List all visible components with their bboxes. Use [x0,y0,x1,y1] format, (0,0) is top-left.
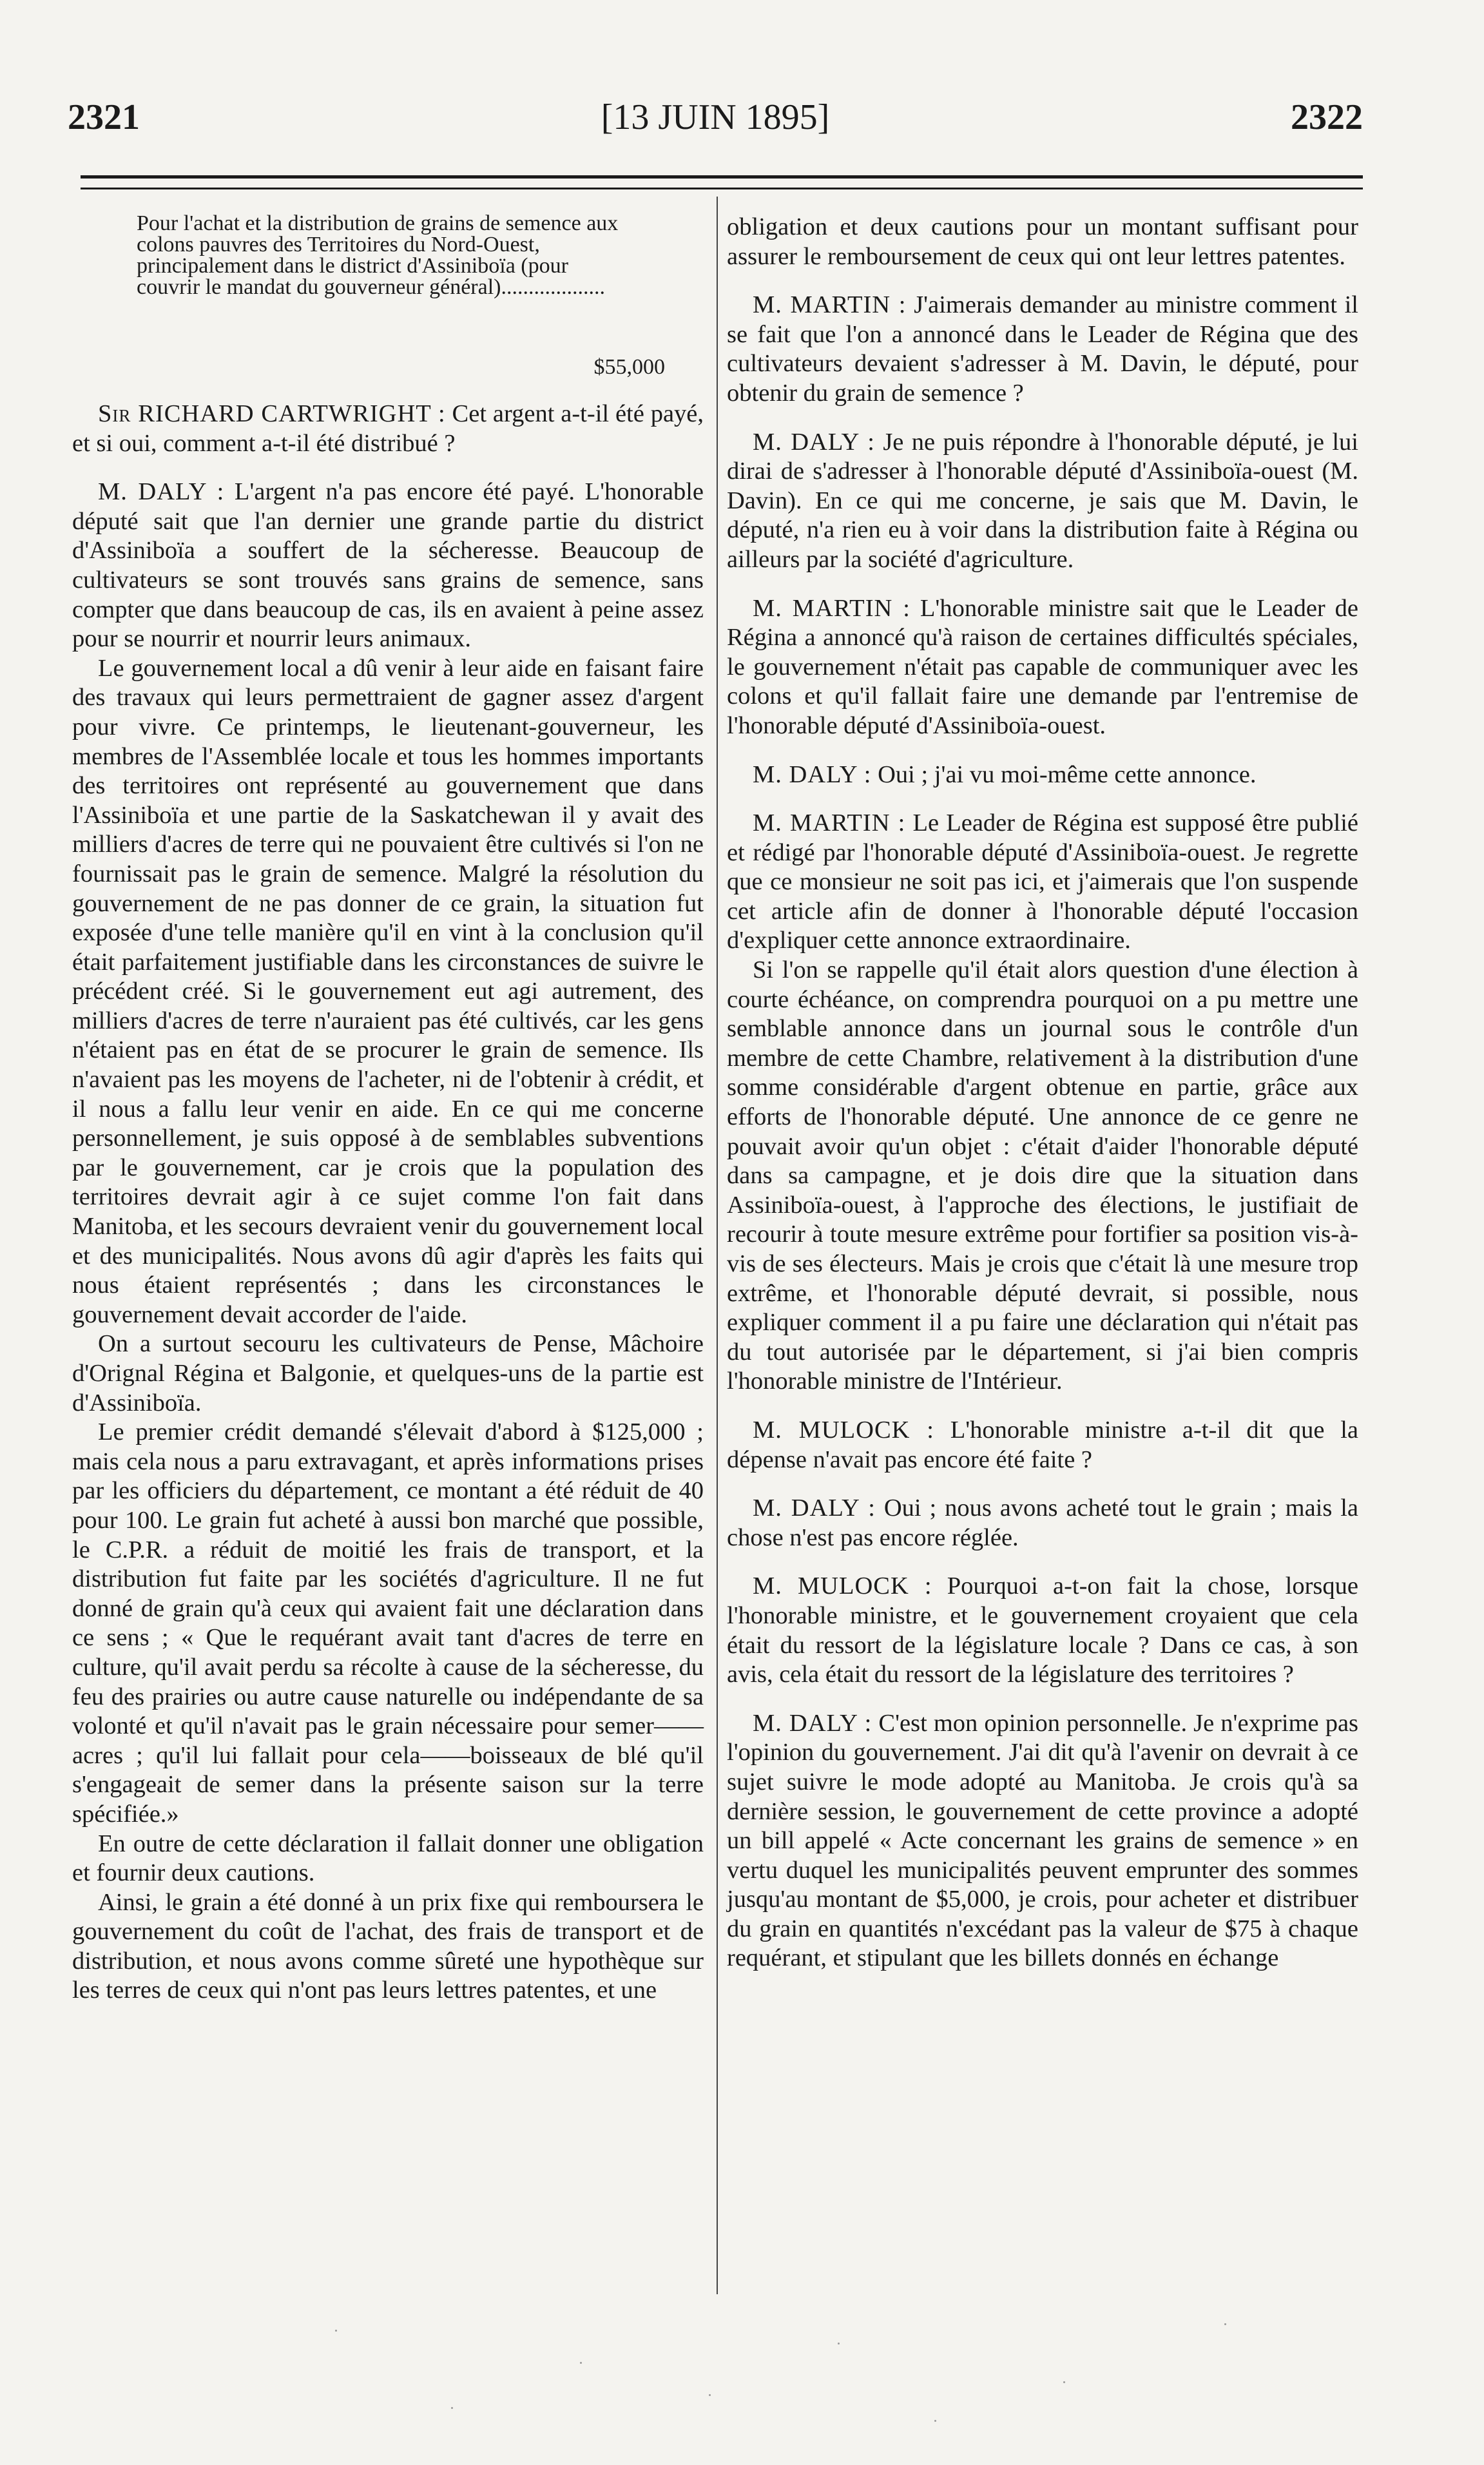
paragraph: M. DALY : C'est mon opinion personnelle. Je n'exprime pas l'opinion du gouvernement. J'ai dit qu'à l'avenir on devrait à ce sujet suivre le mode adopté au Manitoba. Je crois qu'à sa dernière session, le gouvernement de cette province a adopté un bill appelé « Acte concernant les grains de semence » en vertu duquel les municipalités peuvent emprunter des sommes jusqu'au montant de $5,000, je crois, pour acheter et distribuer du grain en quantités n'excédant pas la valeur de $75 à chaque requérant, et stipulant que les billets donnés en échange [727,1709,1359,1972]
paragraph: On a surtout secouru les cultivateurs de Pense, Mâchoire d'Orignal Régina et Balgonie, et quelques-uns de la partie est d'Assiniboïa. [72,1330,704,1416]
paragraph: M. MULOCK : Pourquoi a-t-on fait la chose, lorsque l'honorable ministre, et le gouvernement croyaient que cela était du ressort de la législature locale ? Dans ce cas, à son avis, cela était du ressort de la législature des territoires ? [727,1572,1358,1688]
page-number-left: 2321 [68,97,140,137]
paragraph: Le premier crédit demandé s'élevait d'abord à $125,000 ; mais cela nous a paru extravagant, et après informations prises par les officiers du département, ce montant a été réduit de 40 pour 100. Le grain fut acheté à aussi bon marché que possible, le C.P.R. a réduit de moitié les frais de transport, et la distribution fut faite par les sociétés d'agriculture. Il ne fut donné de grain qu'à ceux qui avaient fait une déclaration dans ce sens ; « Que le requérant avait tant d'acres de terre en culture, qu'il avait perdu sa récolte à cause de la sécheresse, du feu des prairies ou autre cause naturelle ou indépendante de sa volonté et qu'il n'avait pas le grain nécessaire pour semer——acres ; qu'il lui fallait pour cela——boisseaux de blé qu'il s'engageait de semer dans la présente saison sur la terre spécifiée.» [72,1418,704,1828]
speaker-name: M. MARTIN : [753,809,906,837]
speaker-name: M. DALY : [753,1494,876,1522]
session-date: [13 JUIN 1895] [601,97,830,137]
header-rule-thin [81,188,1363,189]
left-column [72,213,704,2006]
paragraph: Ainsi, le grain a été donné à un prix fixe qui remboursera le gouvernement du coût de l'achat, des frais de transport et de distribution, et nous avons comme sûreté une hypothèque sur les terres de ceux qui n'ont pas leurs lettres patentes, et une [72,1888,704,2004]
paragraph: M. DALY : Oui ; nous avons acheté tout le grain ; mais la chose n'est pas encore réglée. [727,1494,1359,1551]
column-divider [717,197,718,2294]
speaker-name: M. DALY : [753,760,872,788]
paragraph: Le gouvernement local a dû venir à leur aide en faisant faire des travaux qui leurs permettraient de gagner assez d'argent pour vivre. Ce printemps, le lieutenant-gouverneur, les membres de l'Assemblée locale et tous les hommes importants des territoires ont représenté au gouvernement que dans l'Assiniboïa et une partie de la Saskatchewan il y avait des milliers d'acres de terre qui ne pouvaient être cultivés si l'on ne fournissait pas le grain de semence. Malgré la résolution du gouvernement de ne pas donner de ce grain, la situation fut exposée d'une telle manière qu'il en vint à la conclusion qu'il était parfaitement justifiable dans les circonstances de suivre le précédent créé. Si le gouvernement eut agi autrement, des milliers d'acres de terre n'auraient pas été cultivés, car les gens n'étaient pas en état de se procurer le grain de semence. Ils n'avaient pas les moyens de l'acheter, ni de l'obtenir à crédit, et il nous a fallu leur venir en aide. En ce qui me concerne personnellement, je suis opposé à de semblables subventions par le gouvernement, car je crois que la population des territoires devrait agir à ce sujet comme l'on fait dans Manitoba, et les secours devraient venir du gouvernement local et des municipalités. Nous avons dû agir d'après les faits qui nous étaient représentés ; dans les circonstances le gouvernement devait accorder de l'aide. [72,654,704,1328]
right-column [727,213,1358,1973]
speaker-name: Sir RICHARD CARTWRIGHT : [98,400,446,427]
speaker-name: M. MARTIN : [753,594,911,622]
paragraph: En outre de cette déclaration il fallait donner une obligation et fournir deux cautions. [72,1830,704,1887]
supply-item-description: Pour l'achat et la distribution de grains de semence aux colons pauvres des Territoires du Nord-Ouest, principalement dans le district d'Assiniboïa (pour couvrir le mandat du gouverneur général)................... [137,211,619,299]
page-header [68,97,1363,155]
paragraph: M. MARTIN : Le Leader de Régina est supposé être publié et rédigé par l'honorable député d'Assiniboïa-ouest. Je regrette que ce monsieur ne soit pas ici, et j'aimerais que l'on suspende cet article afin de donner à l'honorable député l'occasion d'expliquer cette annonce extraordinaire. [727,809,1359,954]
header-rule-thick [81,175,1363,179]
paragraph: M. MARTIN : J'aimerais demander au ministre comment il se fait que l'on a annoncé dans le Leader de Régina que des cultivateurs devaient s'adresser à M. Davin, le député, pour obtenir du grain de semence ? [727,291,1358,407]
speaker-name: M. MULOCK : [753,1572,932,1600]
paragraph: M. DALY : Je ne puis répondre à l'honorable député, je lui dirai de s'adresser à l'honorable député d'Assiniboïa-ouest (M. Davin). En ce qui me concerne, je sais que M. Davin, le député, n'a rien eu à voir dans la distribution faite à Régina ou ailleurs par la société d'agriculture. [727,428,1359,573]
speaker-name: M. MULOCK : [753,1416,934,1444]
speaker-name: M. DALY : [98,478,225,506]
paragraph: M. DALY : L'argent n'a pas encore été payé. L'honorable député sait que l'an dernier une grande partie du district d'Assiniboïa a souffert de la sécheresse. Beaucoup de cultivateurs se sont trouvés sans grains de semence, sans compter que dans beaucoup de cas, ils en avaient à peine assez pour se nourrir et nourrir leurs animaux. [72,478,704,653]
paragraph: obligation et deux cautions pour un montant suffisant pour assurer le remboursement de ceux qui ont leur lettres patentes. [727,213,1358,270]
speaker-name: M. MARTIN : [753,291,907,319]
speaker-name: M. DALY : [753,1709,872,1737]
supply-item-amount: $55,000 [593,355,665,379]
page-number-right: 2322 [1291,97,1363,137]
paragraph: M. DALY : Oui ; j'ai vu moi-même cette annonce. [753,760,1257,788]
paragraph: M. MULOCK : L'honorable ministre a-t-il dit que la dépense n'avait pas encore été faite ? [727,1416,1358,1473]
supply-item [137,213,665,380]
leader-dots: ................... [501,275,605,299]
paragraph: M. MARTIN : L'honorable ministre sait que le Leader de Régina a annoncé qu'à raison de certaines difficultés spéciales, le gouvernement n'était pas capable de communiquer avec les colons et qu'il fallait faire une demande par l'entremise de l'honorable député d'Assiniboïa-ouest. [727,594,1358,739]
paragraph: Si l'on se rappelle qu'il était alors question d'une élection à courte échéance, on comprendra pourquoi on a pu mettre une semblable annonce dans un journal sous le contrôle d'un membre de cette Chambre, relativement à la distribution d'une somme considérable d'argent obtenue en partie, grâce aux efforts de l'honorable député. Une annonce de ce genre ne pouvait avoir qu'un objet : c'était d'aider l'honorable député dans sa campagne, et je dois dire que la situation dans Assiniboïa-ouest, à l'approche des élections, le justifiait de recourir à toute mesure extrême pour fortifier sa position vis-à-vis de ses électeurs. Mais je crois que c'était là une mesure trop extrême, et l'honorable député devrait, si possible, nous expliquer comment il a pu faire une déclaration qui n'était pas du tout autorisée par le département, si j'ai bien compris l'honorable ministre de l'Intérieur. [727,956,1358,1395]
paragraph: Sir RICHARD CARTWRIGHT : Cet argent a-t-il été payé, et si oui, comment a-t-il été distribué ? [72,400,704,457]
scan-noise [0,2304,1484,2465]
speaker-name: M. DALY : [753,428,875,456]
